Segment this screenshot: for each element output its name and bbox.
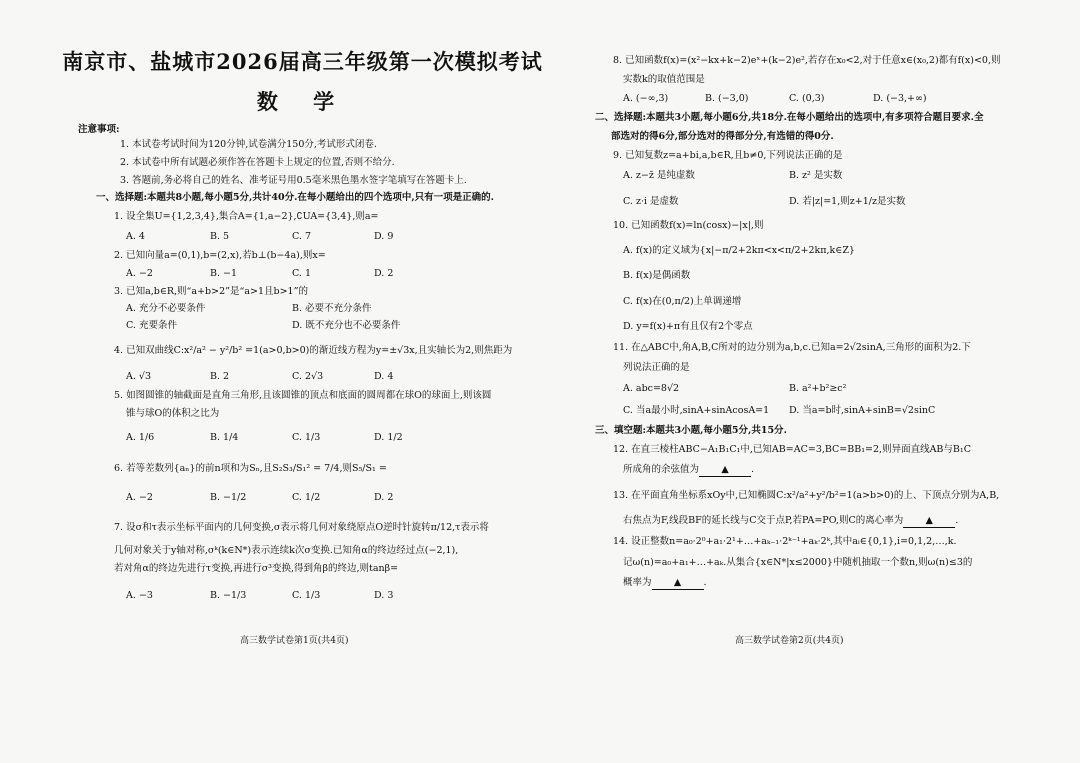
question-5-line-1: 5. 如图圆锥的轴截面是直角三角形,且该圆锥的顶点和底面的圆周都在球O的球面上,则该圆 bbox=[114, 390, 492, 401]
q11-option-d: D. 当a=b时,sinA+sinB=√2sinC bbox=[789, 405, 936, 416]
q2-option-a: A. −2 bbox=[126, 268, 153, 279]
q11-option-c: C. 当a最小时,sinA+sinAcosA=1 bbox=[623, 405, 770, 416]
q12-prompt: 所成角的余弦值为 bbox=[623, 464, 700, 475]
question-9: 9. 已知复数z=a+bi,a,b∈R,且b≠0,下列说法正确的是 bbox=[613, 150, 843, 161]
q4-option-d: D. 4 bbox=[374, 371, 394, 382]
question-6: 6. 若等差数列{aₙ}的前n项和为Sₙ,且S₂S₃/S₁² = 7/4,则S₅/S₁ = bbox=[114, 463, 387, 474]
q6-option-b: B. −1/2 bbox=[210, 492, 247, 503]
footer-page-2: 高三数学试卷第2页(共4页) bbox=[735, 636, 844, 646]
q10-option-b: B. f(x)是偶函数 bbox=[623, 270, 691, 281]
section-3-heading: 三、填空题:本题共3小题,每小题5分,共15分. bbox=[595, 425, 787, 436]
question-14-line-1: 14. 设正整数n=a₀·2⁰+a₁·2¹+…+aₖ₋₁·2ᵏ⁻¹+aₖ·2ᵏ,其中aᵢ∈{0,1},i=0,1,2,…,k. bbox=[613, 536, 957, 547]
q7-option-a: A. −3 bbox=[126, 590, 153, 601]
exam-subject: 数 学 bbox=[256, 89, 349, 114]
q13-end: . bbox=[955, 515, 959, 526]
q1-option-d: D. 9 bbox=[374, 231, 394, 242]
q2-option-d: D. 2 bbox=[374, 268, 394, 279]
q3-option-c: C. 充要条件 bbox=[126, 320, 177, 331]
q11-option-a: A. abc=8√2 bbox=[623, 383, 680, 394]
section-2-heading-line-1: 二、选择题:本题共3小题,每小题6分,共18分.在每小题给出的选项中,有多项符合题目要求.全 bbox=[595, 112, 984, 123]
q10-option-d: D. y=f(x)+π有且仅有2个零点 bbox=[623, 321, 753, 332]
section-1-heading: 一、选择题:本题共8小题,每小题5分,共计40分.在每小题给出的四个选项中,只有一项是正确的. bbox=[96, 192, 494, 203]
q1-option-b: B. 5 bbox=[210, 231, 230, 242]
q8-option-b: B. (−3,0) bbox=[705, 93, 749, 104]
section-2-heading-line-2: 部选对的得6分,部分选对的得部分分,有选错的得0分. bbox=[611, 131, 834, 142]
question-3: 3. 已知a,b∈R,则“a+b>2”是“a>1且b>1”的 bbox=[114, 286, 308, 297]
q8-option-d: D. (−3,+∞) bbox=[873, 93, 927, 104]
q2-option-b: B. −1 bbox=[210, 268, 238, 279]
question-8-line-2: 实数k的取值范围是 bbox=[623, 74, 705, 85]
q3-option-b: B. 必要不充分条件 bbox=[292, 303, 372, 314]
q8-option-a: A. (−∞,3) bbox=[623, 93, 669, 104]
q1-option-c: C. 7 bbox=[292, 231, 312, 242]
q7-option-c: C. 1/3 bbox=[292, 590, 321, 601]
question-13-line-2 bbox=[623, 515, 958, 528]
q9-option-d: D. 若|z|=1,则z+1/z是实数 bbox=[789, 196, 906, 207]
q3-option-a: A. 充分不必要条件 bbox=[126, 303, 206, 314]
q5-option-c: C. 1/3 bbox=[292, 432, 321, 443]
q6-option-a: A. −2 bbox=[126, 492, 153, 503]
q9-option-a: A. z−z̄ 是纯虚数 bbox=[623, 170, 695, 181]
question-7-line-2: 几何对象关于y轴对称,σᵏ(k∈N*)表示连续k次σ变换.已知角α的终边经过点(−2,1), bbox=[114, 545, 459, 556]
notice-item-1: 1. 本试卷考试时间为120分钟,试卷满分150分,考试形式闭卷. bbox=[120, 139, 377, 150]
q5-option-b: B. 1/4 bbox=[210, 432, 239, 443]
q14-prompt: 概率为 bbox=[623, 577, 652, 588]
q6-option-d: D. 2 bbox=[374, 492, 394, 503]
question-10: 10. 已知函数f(x)=ln(cosx)−|x|,则 bbox=[613, 220, 764, 231]
q8-option-c: C. (0,3) bbox=[789, 93, 825, 104]
q9-option-c: C. z·i 是虚数 bbox=[623, 196, 679, 207]
exam-title: 南京市、盐城市2026届高三年级第一次模拟考试 bbox=[62, 49, 543, 74]
question-14-line-2: 记ω(n)=a₀+a₁+…+aₖ.从集合{x∈N*|x≤2000}中随机抽取一个数n,则ω(n)≤3的 bbox=[623, 557, 973, 568]
question-8-line-1: 8. 已知函数f(x)=(x²−kx+k−2)eˣ+(k−2)e²,若存在x₀<2,对于任意x∈(x₀,2)都有f(x)<0,则 bbox=[613, 55, 1001, 66]
q10-option-a: A. f(x)的定义域为{x|−π/2+2kπ<x<π/2+2kπ,k∈Z} bbox=[623, 245, 855, 256]
question-14-line-3 bbox=[623, 577, 707, 590]
question-4: 4. 已知双曲线C:x²/a² − y²/b² =1(a>0,b>0)的渐近线方程为y=±√3x,且实轴长为2,则焦距为 bbox=[114, 345, 513, 356]
q6-option-c: C. 1/2 bbox=[292, 492, 321, 503]
question-1: 1. 设全集U={1,2,3,4},集合A={1,a−2},∁UA={3,4},则a= bbox=[114, 211, 379, 222]
q5-option-d: D. 1/2 bbox=[374, 432, 403, 443]
question-11-line-2: 列说法正确的是 bbox=[623, 362, 690, 373]
q4-option-b: B. 2 bbox=[210, 371, 230, 382]
notice-item-2: 2. 本试卷中所有试题必须作答在答题卡上规定的位置,否则不给分. bbox=[120, 157, 395, 168]
q10-option-c: C. f(x)在(0,π/2)上单调递增 bbox=[623, 296, 742, 307]
q13-prompt: 右焦点为F,线段BF的延长线与C交于点P,若PA=PO,则C的离心率为 bbox=[623, 515, 904, 526]
question-7-line-1: 7. 设σ和τ表示坐标平面内的几何变换,σ表示将几何对象绕原点O逆时针旋转π/12,τ表示将 bbox=[114, 522, 489, 533]
q2-option-c: C. 1 bbox=[292, 268, 312, 279]
footer-page-1: 高三数学试卷第1页(共4页) bbox=[240, 636, 349, 646]
q7-option-b: B. −1/3 bbox=[210, 590, 247, 601]
q4-option-c: C. 2√3 bbox=[292, 371, 324, 382]
q11-option-b: B. a²+b²≥c² bbox=[789, 383, 847, 394]
question-13-line-1: 13. 在平面直角坐标系xOy中,已知椭圆C:x²/a²+y²/b²=1(a>b>0)的上、下顶点分别为A,B, bbox=[613, 490, 1000, 501]
q12-end: . bbox=[751, 464, 755, 475]
q9-option-b: B. z² 是实数 bbox=[789, 170, 843, 181]
question-7-line-3: 若对角α的终边先进行τ变换,再进行σ³变换,得到角β的终边,则tanβ= bbox=[114, 563, 399, 574]
q1-option-a: A. 4 bbox=[126, 231, 145, 242]
q13-answer-blank: ▲ bbox=[903, 515, 955, 528]
notice-heading: 注意事项: bbox=[78, 124, 120, 135]
q4-option-a: A. √3 bbox=[126, 371, 151, 382]
q14-end: . bbox=[703, 577, 707, 588]
q5-option-a: A. 1/6 bbox=[126, 432, 155, 443]
question-5-line-2: 锥与球O的体积之比为 bbox=[126, 408, 220, 419]
question-2: 2. 已知向量a=(0,1),b=(2,x),若b⊥(b−4a),则x= bbox=[114, 250, 326, 261]
q3-option-d: D. 既不充分也不必要条件 bbox=[292, 320, 401, 331]
question-11-line-1: 11. 在△ABC中,角A,B,C所对的边分别为a,b,c.已知a=2√2sinA,三角形的面积为2.下 bbox=[613, 342, 971, 353]
q12-answer-blank: ▲ bbox=[699, 464, 751, 477]
notice-item-3: 3. 答题前,务必将自己的姓名、准考证号用0.5毫米黑色墨水签字笔填写在答题卡上. bbox=[120, 175, 467, 186]
q7-option-d: D. 3 bbox=[374, 590, 394, 601]
question-12-line-2 bbox=[623, 464, 754, 477]
q14-answer-blank: ▲ bbox=[652, 577, 704, 590]
question-12-line-1: 12. 在直三棱柱ABC−A₁B₁C₁中,已知AB=AC=3,BC=BB₁=2,则异面直线AB与B₁C bbox=[613, 444, 971, 455]
